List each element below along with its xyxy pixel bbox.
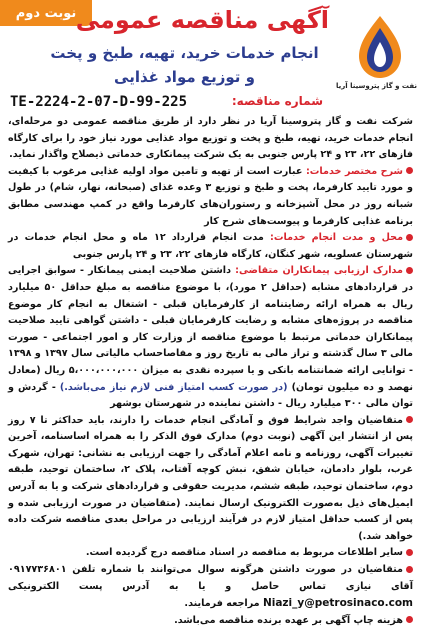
stage-ribbon: نوبت دوم: [0, 0, 92, 26]
location-heading: محل و مدت انجام خدمات:: [270, 232, 404, 244]
advert-subtitle-line1: انجام خدمات خرید، تهیه، طبخ و پخت: [50, 44, 319, 62]
bullet-icon: [406, 167, 413, 174]
intro-paragraph: شرکت نفت و گاز پتروسینا آریا در نظر دارد از طریق مناقصه عمومی دو مرحله‌ای، انجام خدمات خرید، تهیه، طبخ و پخت و توزیع مواد غذایی مورد نیاز خود را برای کارگاه فازهای ۲۲، ۲۳ و ۲۴ پارس جنوبی به یک شرکت پیمانکاری خدماتی ذیصلاح واگذار نماید.: [8, 116, 413, 161]
contact-text: متقاضیان در صورت داشتن هرگونه سوال می‌توانند با شماره تلفن ۰۹۱۷۷۳۶۸۰۱ آقای نیازی تماس حاصل و یا به آدرس پست الکترونیکی: [8, 564, 413, 592]
bullet-icon: [406, 549, 413, 556]
bullet-icon: [406, 566, 413, 573]
fee-paragraph: [8, 613, 413, 629]
company-logo-icon: [349, 14, 411, 80]
contact-email-link[interactable]: Niazi_y@petrosinaco.com: [262, 597, 413, 610]
docs-paragraph: [8, 545, 413, 562]
contact-paragraph: [8, 562, 413, 613]
criteria-paragraph: [8, 263, 413, 412]
criteria-text-1: داشتن صلاحیت ایمنی پیمانکار - سوابق اجرایی در قراردادهای مشابه (حداقل ۲ مورد)، با موضوع مناقصه به مبلغ حداقل ۵۰ میلیارد ریال به همراه ارائه رضایتنامه از کارفرمایان قبلی - اشتغال به انجام کار موضوع مناقصه در پروژه‌های مشابه و رضایت کارفرمایان قبلی - داشتن گواهی تایید صلاحیت پیمانکاران خدماتی مرتبط با موضوع مناقصه از وزارت کار و امور اجتماعی - صورت مالی ۳ سال گذشته و تراز مالی به تاریخ روز و مفاصاحساب مالیاتی سال ۱۳۹۷ و ۱۳۹۸ - توانایی ارائه ضمانتنامه بانکی و یا سپرده نقدی به میزان ۵،۰۰۰،۰۰۰،۰۰۰ ریال (معادل نهصد و ده میلیون تومان): [8, 265, 414, 393]
bullet-icon: [406, 234, 413, 241]
advert-title: آگهی مناقصه عمومی: [75, 6, 329, 34]
summary-text: عبارت است از تهیه و تامین مواد اولیه غذایی مرغوب با کیفیت و مورد تایید کارفرما، پخت و طبخ و توزیع ۳ وعده غذای (صبحانه، نهار، شام) در طول شبانه روز در محل آشپزخانه و رستوران‌های کارفرما واقع در کمپ مهندسی مطابق برنامه غذایی کارفرما و پیوست‌های شرح کار: [8, 165, 413, 227]
fee-text: هزینه چاپ آگهی بر عهده برنده مناقصه می‌باشد.: [174, 614, 403, 626]
tender-number: TE-2224-2-07-D-99-225: [10, 94, 188, 110]
advert-subtitle-line2: و توزیع مواد غذایی: [114, 68, 255, 86]
advert-body: [8, 114, 413, 629]
tender-number-label: شماره مناقصه:: [231, 94, 323, 108]
location-text: مدت انجام قرارداد ۱۲ ماه و محل انجام خدمات در شهرستان عسلویه، شهر کنگان، کارگاه فازهای ۲۲، ۲۳ و ۲۴ پارس جنوبی: [8, 232, 413, 260]
bullet-icon: [406, 267, 413, 274]
company-caption: نفت و گاز پتروسینا آریا: [335, 82, 417, 90]
summary-paragraph: [8, 164, 413, 230]
bullet-icon: [406, 416, 413, 423]
contact-suffix: مراجعه فرمایند.: [184, 598, 260, 610]
applicants-text: متقاضیان واجد شرایط فوق و آمادگی انجام خدمات را دارند، باید حداکثر تا ۷ روز پس از انتشار این آگهی (نوبت دوم) مدارک فوق الذکر را به همراه اساسنامه، آخرین تغییرات آگهی، روزنامه و نامه اعلام آمادگی را جهت ارزیابی به نشانی: تهران، شهرک غرب، بلوار دادمان، خیابان شفق، نبش کوچه آفتاب، پلاک ۲، ساختمان توحید، طبقه دوم، ساختمان توحید، طبقه ششم، مدیریت حقوقی و قراردادهای شرکت و یا به آدرس ایمیل‌های ذیل به‌صورت الکترونیک ارسال نمایند. (متقاضیان در صورت ارزیابی شده و پس از کسب حداقل امتیاز لازم در فرآیند ارزیابی در مراحل بعدی مناقصه شرکت داده خواهد شد.): [8, 414, 413, 542]
criteria-heading: مدارک ارزیابی پیمانکاران متقاضی:: [235, 265, 403, 277]
applicants-paragraph: [8, 413, 413, 546]
summary-heading: شرح مختصر خدمات:: [305, 165, 403, 177]
criteria-text-2: - گردش و توان مالی ۳۰۰ میلیارد ریال - داشتن نماینده در شهرستان بوشهر: [8, 381, 413, 410]
docs-note: سایر اطلاعات مربوط به مناقصه در اسناد مناقصه درج گردیده است.: [85, 547, 403, 559]
criteria-note: (در صورت کسب امتیاز فنی لازم نیاز می‌باشد.): [59, 381, 288, 393]
location-paragraph: [8, 230, 413, 263]
bullet-icon: [406, 616, 413, 623]
